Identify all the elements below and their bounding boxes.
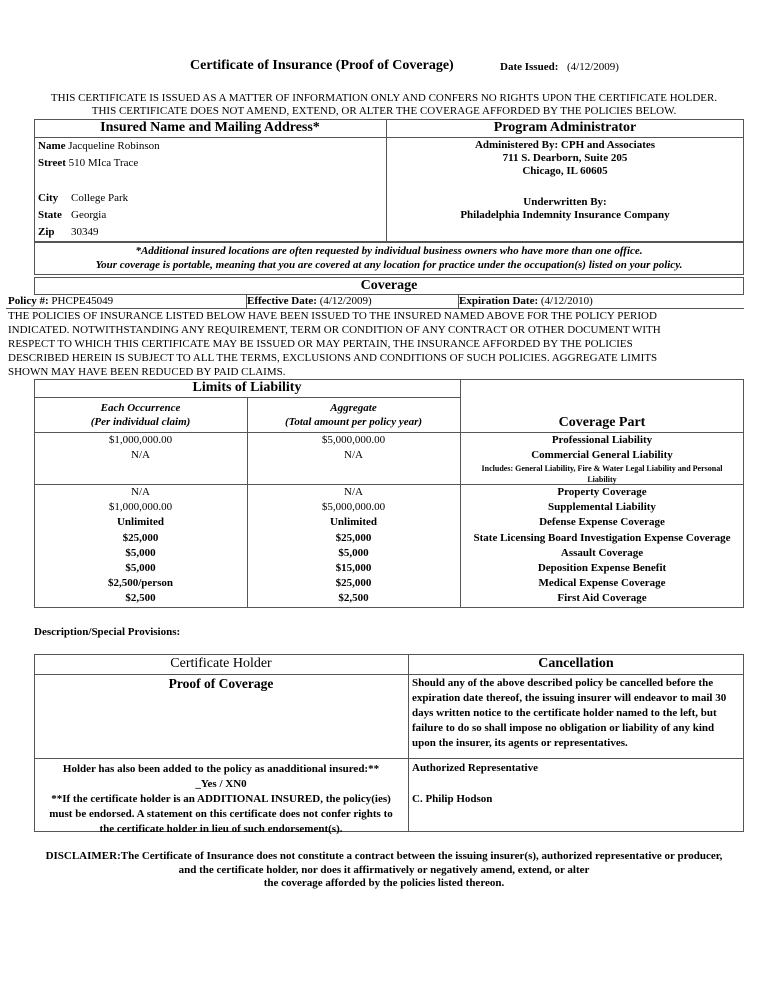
additional-note-line-1: *Additional insured locations are often requested by individual business owners who have more than one office. (135, 245, 643, 257)
agg-cell: $15,000 (335, 562, 372, 574)
occ-cell: $5,000 (125, 562, 156, 574)
occ-cell: Unlimited (116, 516, 165, 529)
effective-date: (4/12/2009) (319, 295, 372, 307)
program-heading: Program Administrator (493, 120, 637, 135)
policy-label: Policy #: (8, 295, 49, 307)
disclaimer-line: DISCLAIMER:The Certificate of Insurance does not constitute a contract between the issuing insurer(s), authorized representative or producer, (45, 850, 723, 862)
divider (34, 137, 744, 138)
policy-number: PHCPE45049 (51, 295, 114, 307)
insured-zip: 30349 (71, 226, 99, 238)
cancellation-line: expiration date thereof, the issuing insurer will endeavor to mail 30 (412, 692, 727, 704)
date-issued-label: Date Issued: (500, 61, 559, 73)
occ-cell: N/A (131, 449, 150, 461)
agg-cell: N/A (344, 449, 363, 461)
divider (408, 654, 409, 832)
coverage-text-line: RESPECT TO WHICH THIS CERTIFICATE MAY BE ISSUED OR MAY PERTAIN, THE INSURANCE AFFORDED BY THE POLICIES (8, 338, 633, 350)
part-cell: Medical Expense Coverage (538, 577, 666, 590)
occ-cell: $1,000,000.00 (108, 434, 173, 446)
expiration-label: Expiration Date: (459, 295, 539, 307)
occ-cell: $1,000,000.00 (108, 501, 173, 514)
cancellation-heading: Cancellation (538, 656, 614, 671)
col-coverage-part: Coverage Part (558, 415, 646, 430)
cancellation-line: failure to do so shall impose no obligation or liability of any kind (412, 722, 715, 734)
part-cell: Commercial General Liability (531, 449, 673, 461)
agg-cell: $2,500 (338, 592, 369, 605)
zip-label: Zip (38, 226, 55, 238)
coverage-text-line: DESCRIBED HEREIN IS SUBJECT TO ALL THE TERMS, EXCLUSIONS AND CONDITIONS OF SUCH POLICIES. AGGREGATE LIMITS (8, 352, 658, 364)
part-cell: Deposition Expense Benefit (537, 562, 667, 574)
effective-label: Effective Date: (247, 295, 317, 307)
agg-cell: $5,000,000.00 (321, 434, 386, 446)
cgl-note-line: Includes: General Liability, Fire & Water Legal Liability and Personal (481, 464, 723, 473)
limits-heading: Limits of Liability (192, 380, 302, 395)
authorized-rep-name: C. Philip Hodson (412, 793, 493, 805)
admin-line-1: Administered By: CPH and Associates (474, 139, 656, 151)
disclaimer (0, 850, 768, 891)
notice-line-1: THIS CERTIFICATE IS ISSUED AS A MATTER OF INFORMATION ONLY AND CONFERS NO RIGHTS UPON THE CERTIFICATE HOLDER. (50, 92, 718, 104)
occ-cell: $25,000 (122, 531, 159, 544)
notice-line-2: THIS CERTIFICATE DOES NOT AMEND, EXTEND, OR ALTER THE COVERAGE AFFORDED BY THE POLICIES BELOW. (91, 105, 677, 117)
expiration-date: (4/12/2010) (540, 295, 593, 307)
agg-cell: $25,000 (335, 531, 372, 544)
cgl-includes-note (460, 463, 744, 485)
description-label: Description/Special Provisions: (34, 626, 181, 638)
part-cell: Assault Coverage (560, 546, 644, 559)
coverage-text (8, 309, 661, 379)
col-aggregate-subtitle: (Total amount per policy year) (284, 416, 423, 428)
coverage-text-line: SHOWN MAY HAVE BEEN REDUCED BY PAID CLAIMS. (8, 366, 286, 378)
city-label: City (38, 192, 59, 204)
divider (386, 119, 387, 242)
part-cell: Defense Expense Coverage (539, 516, 665, 529)
holder-name: Proof of Coverage (168, 676, 274, 691)
authorized-rep-label: Authorized Representative (412, 762, 538, 774)
divider (34, 758, 744, 759)
cancellation-line: upon the insurer, its agents or representatives. (412, 737, 628, 749)
occ-cell: N/A (131, 486, 150, 498)
agg-cell: Unlimited (329, 516, 378, 529)
underwritten-label: Underwritten By: (523, 196, 607, 208)
disclaimer-line: and the certificate holder, nor does it affirmatively or negatively amend, extend, or alter (178, 863, 590, 876)
part-cell: Property Coverage (557, 486, 647, 498)
state-label: State (38, 209, 62, 221)
holder-yes-no: _Yes / XN0 (195, 778, 247, 790)
coverage-text-line: INDICATED. NOTWITHSTANDING ANY REQUIREMENT, TERM OR CONDITION OF ANY CONTRACT OR OTHER DOCUMENT WITH (8, 324, 661, 336)
occ-cell: $2,500/person (107, 577, 174, 590)
insured-street: 510 MIca Trace (68, 157, 139, 169)
part-cell: First Aid Coverage (557, 592, 647, 605)
divider (458, 294, 459, 308)
divider (34, 674, 744, 675)
part-cell: State Licensing Board Investigation Expense Coverage (473, 531, 731, 544)
cancellation-text (412, 676, 726, 751)
insured-heading: Insured Name and Mailing Address* (100, 120, 320, 135)
admin-line-2: 711 S. Dearborn, Suite 205 (502, 152, 628, 164)
insured-name: Jacqueline Robinson (68, 140, 160, 152)
holder-added-line: Holder has also been added to the policy as anadditional insured:** (62, 763, 380, 775)
additional-note-line-2: Your coverage is portable, meaning that you are covered at any location for practice under the occupation(s) listed on your policy. (95, 259, 683, 271)
divider (246, 294, 247, 308)
col-occurrence-subtitle: (Per individual claim) (90, 416, 191, 428)
part-cell: Supplemental Liability (548, 501, 656, 514)
admin-line-3: Chicago, IL 60605 (522, 165, 608, 177)
cancellation-line: days written notice to the certificate holder named to the left, but (412, 707, 717, 719)
occ-cell: $5,000 (125, 546, 156, 559)
holder-additional-insured (34, 762, 408, 837)
insured-city: College Park (71, 192, 129, 204)
occ-cell: $2,500 (125, 592, 156, 605)
coverage-text-line: THE POLICIES OF INSURANCE LISTED BELOW HAVE BEEN ISSUED TO THE INSURED NAMED ABOVE FOR THE POLICY PERIOD (8, 310, 657, 322)
name-label: Name (38, 140, 66, 152)
cancellation-line: Should any of the above described policy be cancelled before the (412, 677, 714, 689)
certificate-title: Certificate of Insurance (Proof of Coverage) (190, 58, 454, 73)
agg-cell: $25,000 (335, 577, 372, 590)
insured-state: Georgia (71, 209, 107, 221)
agg-cell: N/A (344, 486, 363, 498)
agg-cell: $5,000 (338, 546, 369, 559)
agg-cell: $5,000,000.00 (321, 501, 386, 514)
holder-note-line: the certificate holder in lieu of such endorsement(s). (99, 823, 343, 835)
holder-note-line: must be endorsed. A statement on this certificate does not confer rights to (49, 808, 393, 820)
disclaimer-line: the coverage afforded by the policies listed thereon. (263, 877, 505, 889)
street-label: Street (38, 157, 66, 169)
underwriter-name: Philadelphia Indemnity Insurance Company (460, 209, 670, 221)
part-cell: Professional Liability (551, 434, 653, 446)
holder-heading: Certificate Holder (170, 656, 272, 671)
cgl-note-line: Liability (587, 475, 617, 484)
coverage-heading: Coverage (360, 278, 418, 293)
col-occurrence-title: Each Occurrence (100, 402, 181, 414)
col-aggregate-title: Aggregate (330, 402, 377, 414)
date-issued-value: (4/12/2009) (567, 61, 619, 73)
holder-note-line: **If the certificate holder is an ADDITIONAL INSURED, the policy(ies) (51, 793, 391, 805)
